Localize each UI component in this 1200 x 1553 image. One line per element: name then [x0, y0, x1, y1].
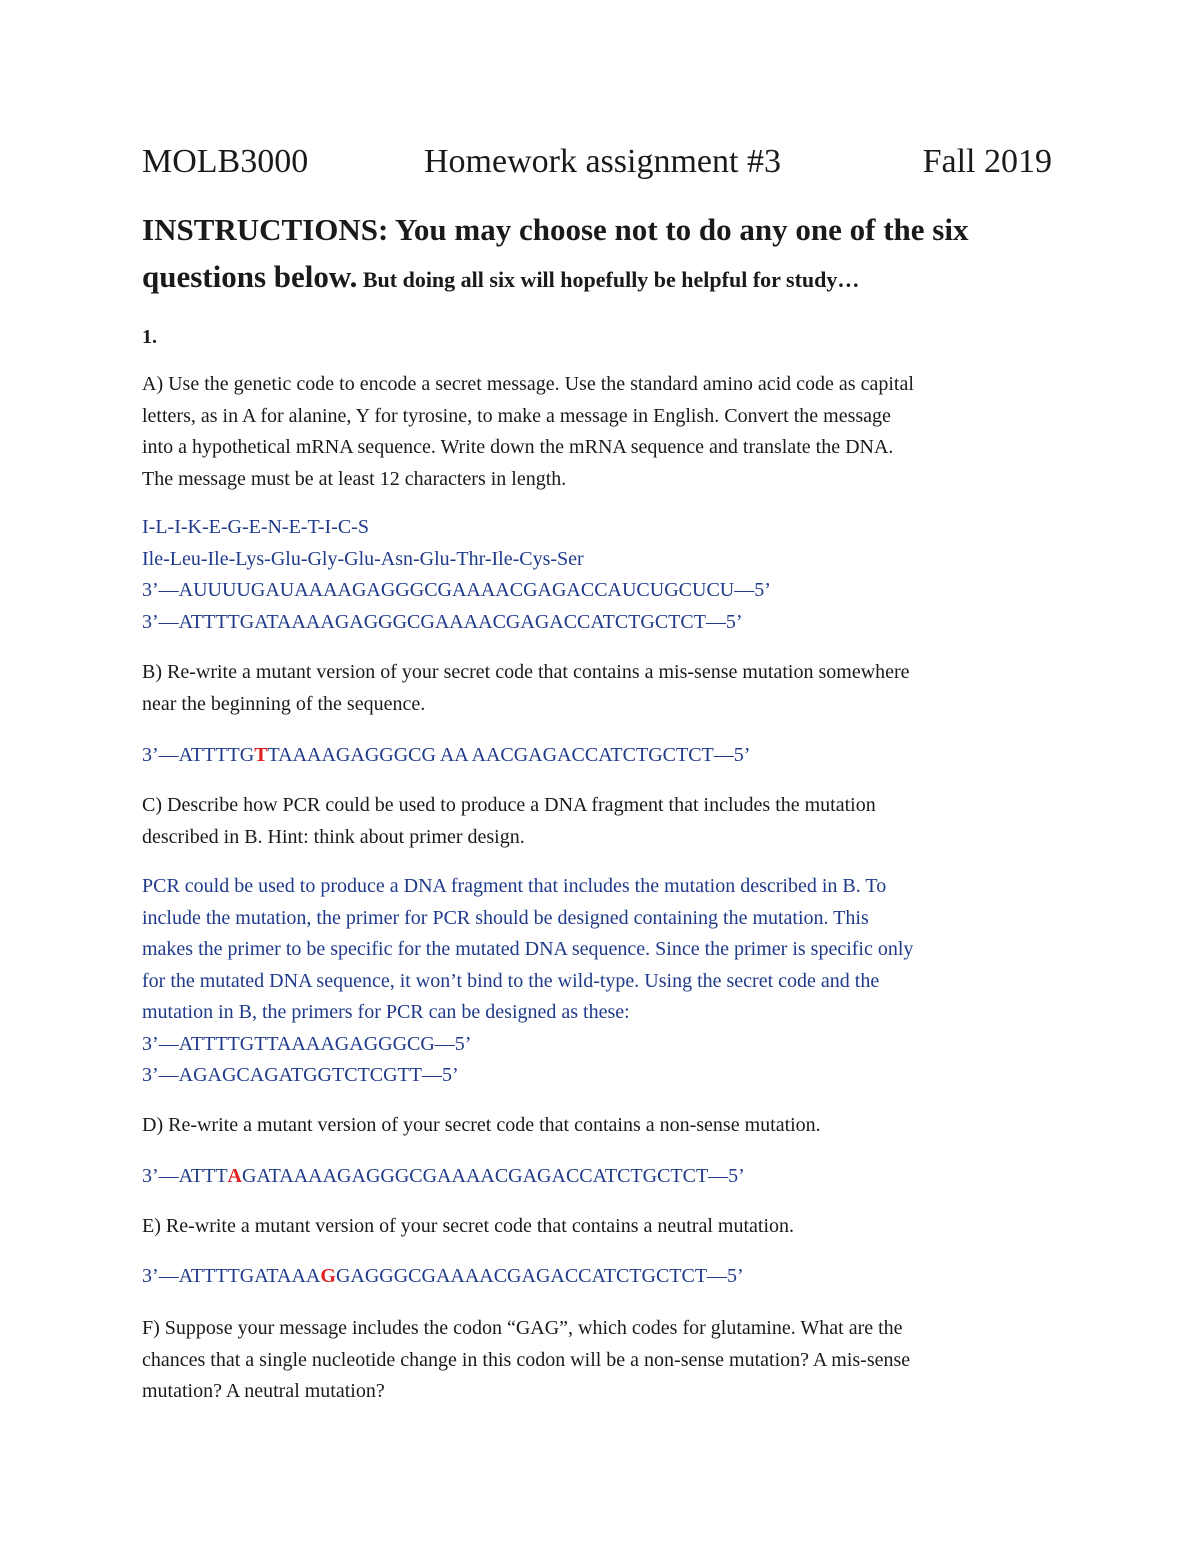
answer-c-line: PCR could be used to produce a DNA fragment that includes the mutation described in B. To [142, 875, 887, 897]
question-f-line: mutation? A neutral mutation? [142, 1380, 385, 1402]
answer-c-line: include the mutation, the primer for PCR should be designed containing the mutation. This [142, 906, 869, 929]
question-f-prompt [142, 1313, 1062, 1408]
question-c-prompt [142, 790, 1062, 853]
answer-e-before: 3’—ATTTTGATAAA [142, 1265, 321, 1287]
answer-a-message: I-L-I-K-E-G-E-N-E-T-I-C-S [142, 516, 369, 538]
answer-a-dna: 3’—ATTTTGATAAAAGAGGGCGAAAACGAGACCATCTGCTCT—5’ [142, 610, 743, 633]
question-e-answer [142, 1261, 1062, 1293]
question-d-prompt: D) Re-write a mutant version of your secret code that contains a non-sense mutation. [142, 1114, 821, 1136]
answer-a-mrna: 3’—AUUUUGAUAAAAGAGGGCGAAAACGAGACCAUCUGCUCU—5’ [142, 579, 771, 601]
question-a-line: The message must be at least 12 characters in length. [142, 467, 567, 490]
question-a-line: A) Use the genetic code to encode a secret message. Use the standard amino acid code as capital [142, 373, 914, 395]
question-b-prompt [142, 657, 1062, 720]
answer-c-line: mutation in B, the primers for PCR can be designed as these: [142, 1001, 630, 1023]
term: Fall 2019 [922, 143, 1052, 180]
answer-b-mutation: T [254, 744, 268, 766]
answer-c-primer-2: 3’—AGAGCAGATGGTCTCGTT—5’ [142, 1064, 459, 1086]
question-a-answer [142, 512, 1062, 638]
document-header [142, 140, 1052, 184]
question-a-prompt [142, 369, 1062, 495]
question-number: 1. [142, 326, 157, 348]
instructions-tail: But doing all six will hopefully be helpful for study… [357, 267, 860, 292]
answer-e-mutation: G [320, 1265, 336, 1287]
question-d-answer [142, 1161, 1062, 1193]
course-code: MOLB3000 [142, 143, 309, 180]
question-b-line: B) Re-write a mutant version of your secret code that contains a mis-sense mutation somewhere [142, 661, 910, 683]
question-b-line: near the beginning of the sequence. [142, 692, 426, 715]
answer-c-primer-1: 3’—ATTTTGTTAAAAGAGGGCG—5’ [142, 1032, 472, 1055]
question-e-prompt: E) Re-write a mutant version of your secret code that contains a neutral mutation. [142, 1215, 795, 1237]
answer-d-after: GATAAAAGAGGGCGAAAACGAGACCATCTGCTCT—5’ [242, 1165, 745, 1187]
answer-c-line: for the mutated DNA sequence, it won’t bind to the wild-type. Using the secret code and the [142, 969, 880, 992]
answer-d-mutation: A [227, 1165, 242, 1187]
question-a-line: letters, as in A for alanine, Y for tyrosine, to make a message in English. Convert the message [142, 404, 891, 427]
question-a-line: into a hypothetical mRNA sequence. Write down the mRNA sequence and translate the DNA. [142, 436, 894, 458]
instructions-lead: INSTRUCTIONS: You may choose not to do any one of the six questions below. [142, 212, 969, 294]
assignment-title: Homework assignment #3 [424, 143, 781, 180]
answer-b-before: 3’—ATTTTG [142, 744, 255, 766]
question-b-answer [142, 740, 1062, 772]
answer-a-amino-acids: Ile-Leu-Ile-Lys-Glu-Gly-Glu-Asn-Glu-Thr-Ile-Cys-Ser [142, 547, 584, 570]
question-f-line: F) Suppose your message includes the codon “GAG”, which codes for glutamine. What are the [142, 1317, 903, 1339]
answer-b-after: TAAAAGAGGGCG AA AACGAGACCATCTGCTCT—5’ [267, 744, 751, 766]
answer-c-line: makes the primer to be specific for the mutated DNA sequence. Since the primer is specific only [142, 938, 914, 960]
answer-d-before: 3’—ATTT [142, 1165, 228, 1187]
question-c-line: described in B. Hint: think about primer design. [142, 825, 525, 848]
instructions [142, 206, 1062, 303]
question-f-line: chances that a single nucleotide change in this codon will be a non-sense mutation? A mis-sense [142, 1348, 911, 1371]
question-c-line: C) Describe how PCR could be used to produce a DNA fragment that includes the mutation [142, 794, 876, 816]
question-c-answer [142, 871, 1062, 1092]
answer-e-after: GAGGGCGAAAACGAGACCATCTGCTCT—5’ [335, 1265, 744, 1287]
